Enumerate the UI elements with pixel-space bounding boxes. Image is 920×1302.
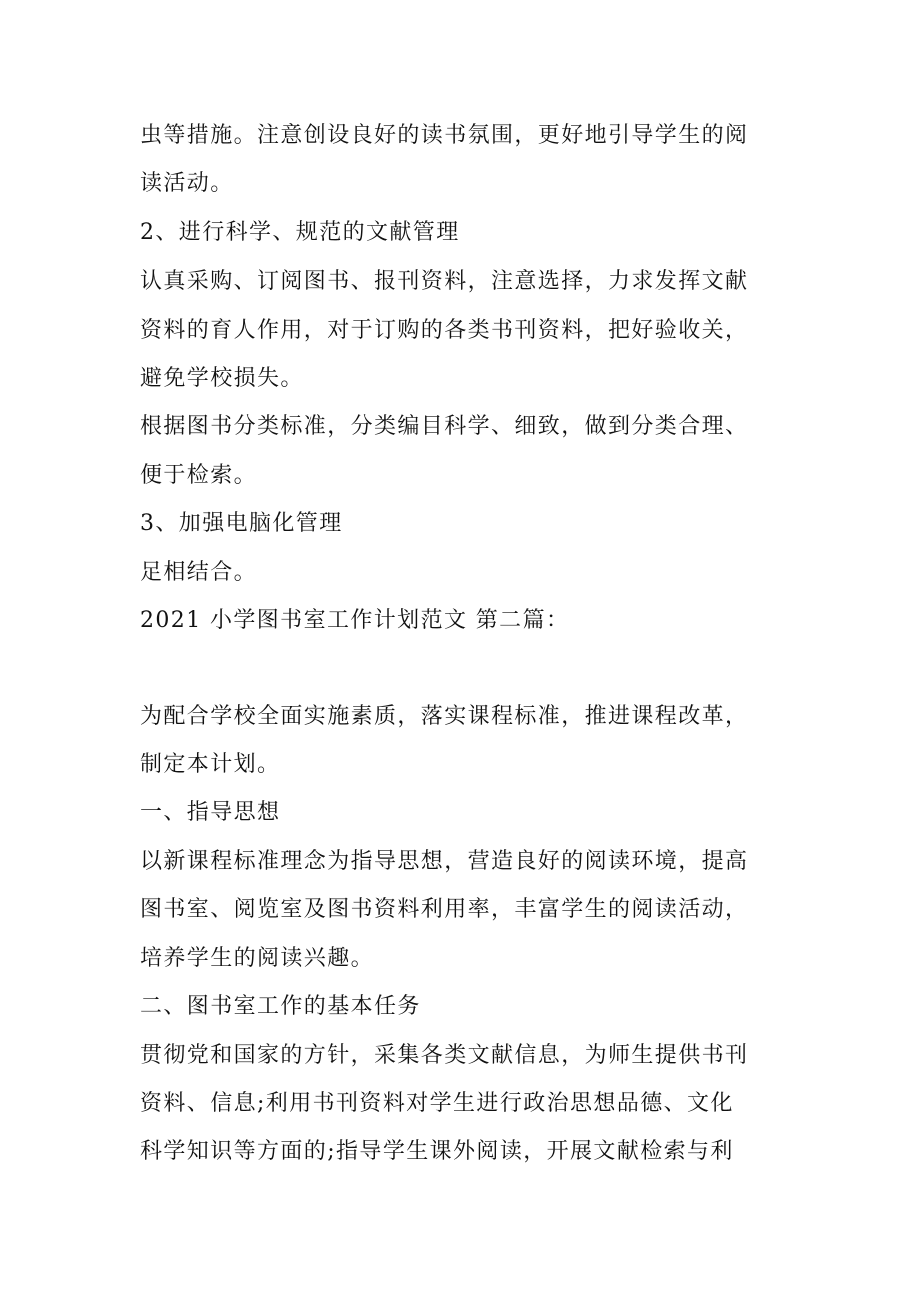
paragraph-line: 培养学生的阅读兴趣。 [140, 946, 375, 971]
paragraph-line: 便于检索。 [140, 463, 258, 488]
paragraph-line: 避免学校损失。 [140, 366, 304, 391]
paragraph-line: 足相结合。 [140, 560, 258, 585]
section-heading: 2、进行科学、规范的文献管理 [140, 220, 460, 245]
paragraph-line: 虫等措施。注意创设良好的读书氛围，更好地引导学生的阅 [140, 123, 749, 148]
paragraph-line: 图书室、阅览室及图书资料利用率，丰富学生的阅读活动， [140, 897, 749, 922]
paragraph-line: 资料、信息;利用书刊资料对学生进行政治思想品德、文化 [140, 1091, 734, 1116]
paragraph-line: 贯彻党和国家的方针，采集各类文献信息，为师生提供书刊 [140, 1043, 749, 1068]
section-heading: 3、加强电脑化管理 [140, 511, 343, 536]
paragraph-line: 读活动。 [140, 171, 234, 196]
paragraph-line: 认真采购、订阅图书、报刊资料，注意选择，力求发挥文献 [140, 269, 749, 294]
paragraph-line: 制定本计划。 [140, 752, 281, 777]
paragraph-line: 为配合学校全面实施素质，落实课程标准，推进课程改革， [140, 704, 749, 729]
section-heading: 一、指导思想 [140, 800, 281, 825]
paragraph-line: 根据图书分类标准，分类编目科学、细致，做到分类合理、 [140, 414, 749, 439]
article-title: 2021 小学图书室工作计划范文 第二篇： [140, 608, 570, 633]
paragraph-line: 以新课程标准理念为指导思想，营造良好的阅读环境，提高 [140, 849, 749, 874]
paragraph-line: 科学知识等方面的;指导学生课外阅读，开展文献检索与利 [140, 1139, 734, 1164]
paragraph-line: 资料的育人作用，对于订购的各类书刊资料，把好验收关， [140, 318, 749, 343]
section-heading: 二、图书室工作的基本任务 [140, 994, 421, 1019]
